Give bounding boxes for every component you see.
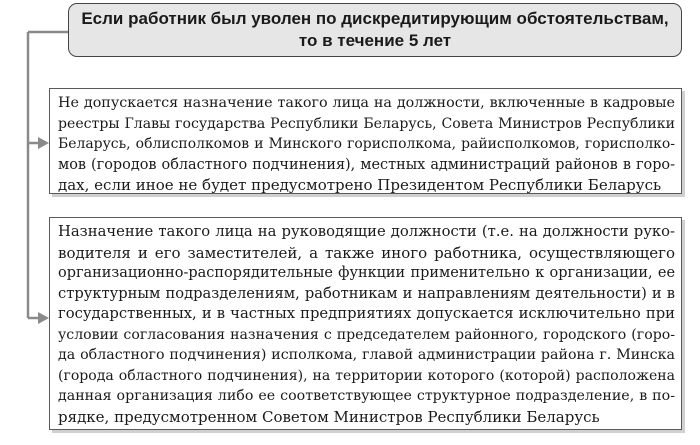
restriction-text-1: [58, 93, 675, 196]
text-line: условии согласования назначения с председателем районного, городского (горо-: [58, 326, 675, 343]
text-line: структурным подразделениям, работникам и направлениям деятельности) и в: [58, 284, 675, 302]
arrow-to-box1-icon: [38, 137, 49, 149]
arrow-to-box2-icon: [38, 312, 49, 324]
text-line: рядке, предусмотренном Советом Министров Республики Беларусь: [58, 407, 600, 426]
text-line: мов (городов областного подчинения), местных администраций районов в горо-: [58, 156, 675, 173]
text-line: данная организация либо ее соответствующее структурное подразделение, в по-: [58, 388, 675, 404]
text-line: (города областного подчинения), на территории которого (которой) расположена: [58, 367, 675, 384]
restriction-text-2: [58, 222, 675, 427]
header-line-1: Если работник был уволен по дискредитирующим обстоятельствам,: [81, 9, 669, 28]
text-line: Не допускается назначение такого лица на должности, включенные в кадровые: [58, 95, 675, 111]
restriction-box-1: [49, 88, 682, 194]
restriction-box-2: [49, 217, 682, 430]
text-line: реестры Главы государства Республики Беларусь, Совета Министров Республики: [58, 115, 675, 132]
header-line-2: то в течение 5 лет: [298, 31, 452, 50]
text-line: Беларусь, облисполкомов и Минского горисполкома, райисполкомов, горисполко-: [58, 136, 675, 152]
text-line: водителя и его заместителей, а также иного работника, осуществляющего: [58, 243, 675, 262]
text-line: организационно-распорядительные функции применительно к организации, ее: [58, 265, 675, 281]
text-line: дах, если иное не будет предусмотрено Президентом Республики Беларусь: [58, 176, 662, 194]
header-box: [68, 3, 682, 57]
text-line: государственных, и в частных предприятиях допускается исключительно при: [58, 305, 675, 322]
text-line: да областного подчинения) исполкома, главой администрации района г. Минска: [58, 347, 675, 363]
text-line: Назначение такого лица на руководящие должности (т.е. на должности руко-: [58, 223, 675, 240]
